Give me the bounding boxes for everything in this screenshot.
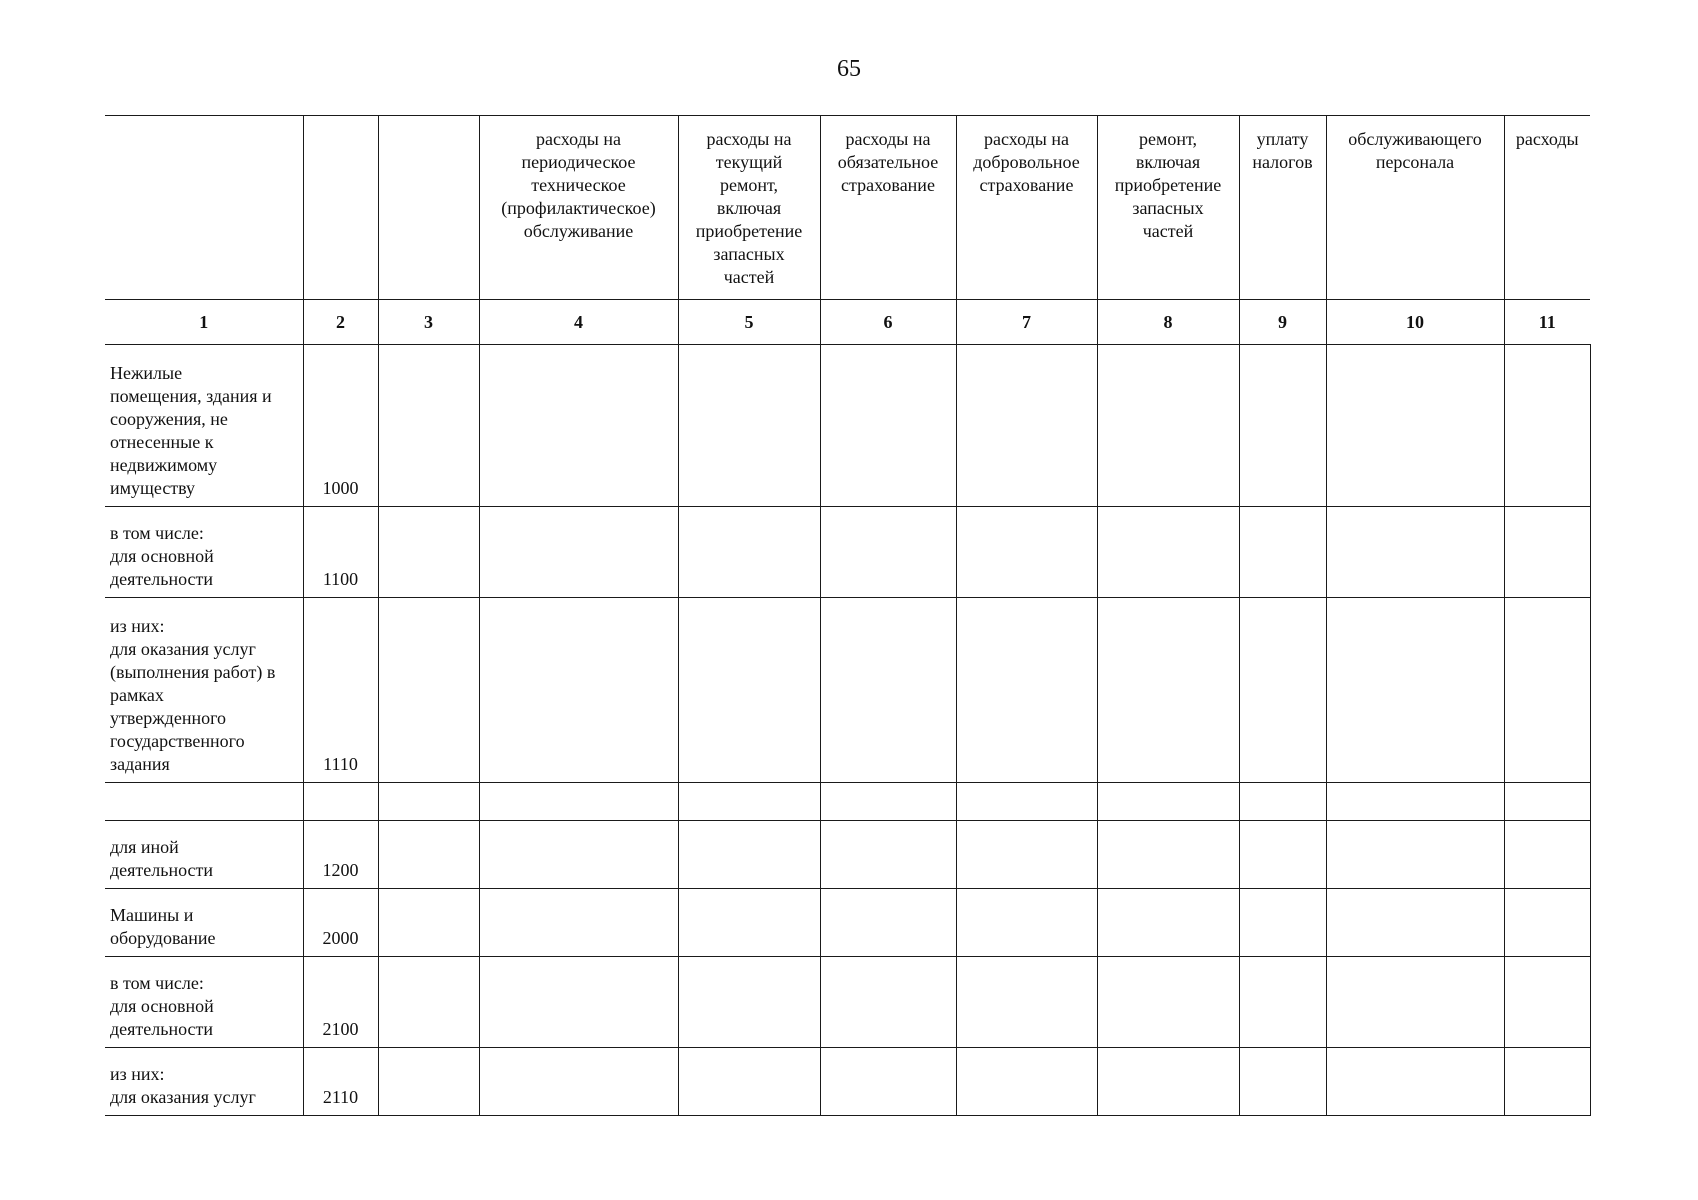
empty-cell [678, 507, 820, 598]
header-row [105, 116, 1590, 300]
empty-cell [1504, 821, 1590, 889]
header-cell: расходы на текущий ремонт, включая приобретение запасных частей [678, 116, 820, 300]
empty-cell [479, 821, 678, 889]
empty-cell [820, 598, 956, 783]
empty-cell [678, 783, 820, 821]
empty-cell [678, 821, 820, 889]
empty-cell [1326, 1048, 1504, 1116]
table-row [105, 821, 1590, 889]
empty-cell [1504, 957, 1590, 1048]
page-number: 65 [837, 56, 861, 82]
header-cell [105, 116, 303, 300]
empty-cell [1326, 957, 1504, 1048]
column-number: 4 [479, 300, 678, 345]
empty-cell [378, 598, 479, 783]
header-cell: ремонт, включая приобретение запасных частей [1097, 116, 1239, 300]
header-cell: расходы на периодическое техническое (профилактическое) обслуживание [479, 116, 678, 300]
empty-cell [1239, 821, 1326, 889]
empty-cell [1097, 889, 1239, 957]
empty-cell [1326, 783, 1504, 821]
column-number: 5 [678, 300, 820, 345]
empty-cell [820, 1048, 956, 1116]
table-row [105, 345, 1590, 507]
table-row [105, 598, 1590, 783]
empty-cell [1326, 345, 1504, 507]
row-label: в том числе: для основной деятельности [105, 507, 303, 598]
empty-cell [956, 598, 1097, 783]
header-cell: расходы на обязательное страхование [820, 116, 956, 300]
header-cell: расходы на добровольное страхование [956, 116, 1097, 300]
empty-cell [1504, 1048, 1590, 1116]
empty-cell [1326, 821, 1504, 889]
empty-cell [1097, 598, 1239, 783]
empty-cell [820, 783, 956, 821]
empty-cell [1097, 783, 1239, 821]
row-label [105, 783, 303, 821]
table-row [105, 783, 1590, 821]
empty-cell [479, 345, 678, 507]
column-number: 6 [820, 300, 956, 345]
empty-cell [479, 783, 678, 821]
empty-cell [1326, 507, 1504, 598]
empty-cell [378, 957, 479, 1048]
header-cell: уплату налогов [1239, 116, 1326, 300]
column-number: 9 [1239, 300, 1326, 345]
empty-cell [479, 1048, 678, 1116]
column-number: 2 [303, 300, 378, 345]
empty-cell [956, 507, 1097, 598]
empty-cell [1097, 345, 1239, 507]
empty-cell [820, 345, 956, 507]
column-number: 3 [378, 300, 479, 345]
row-code: 2110 [303, 1048, 378, 1116]
table-row [105, 957, 1590, 1048]
empty-cell [1504, 507, 1590, 598]
column-number: 11 [1504, 300, 1590, 345]
empty-cell [678, 889, 820, 957]
empty-cell [1239, 507, 1326, 598]
empty-cell [1504, 345, 1590, 507]
column-number-row [105, 300, 1590, 345]
empty-cell [479, 507, 678, 598]
header-cell [378, 116, 479, 300]
empty-cell [678, 345, 820, 507]
expense-table [105, 115, 1591, 1116]
column-number: 10 [1326, 300, 1504, 345]
row-label: в том числе: для основной деятельности [105, 957, 303, 1048]
row-code [303, 783, 378, 821]
empty-cell [956, 957, 1097, 1048]
row-label: из них: для оказания услуг (выполнения работ) в рамках утвержденного государственного задания [105, 598, 303, 783]
row-label: из них: для оказания услуг [105, 1048, 303, 1116]
empty-cell [479, 889, 678, 957]
table-row [105, 507, 1590, 598]
empty-cell [1239, 345, 1326, 507]
empty-cell [378, 1048, 479, 1116]
empty-cell [1097, 957, 1239, 1048]
empty-cell [378, 889, 479, 957]
row-code: 1000 [303, 345, 378, 507]
empty-cell [479, 957, 678, 1048]
table-row [105, 1048, 1590, 1116]
empty-cell [678, 957, 820, 1048]
empty-cell [378, 821, 479, 889]
empty-cell [956, 889, 1097, 957]
empty-cell [1504, 889, 1590, 957]
empty-cell [956, 821, 1097, 889]
empty-cell [1239, 957, 1326, 1048]
empty-cell [1504, 598, 1590, 783]
empty-cell [1097, 1048, 1239, 1116]
empty-cell [1239, 889, 1326, 957]
empty-cell [1097, 821, 1239, 889]
row-code: 2100 [303, 957, 378, 1048]
empty-cell [956, 783, 1097, 821]
row-code: 1110 [303, 598, 378, 783]
header-cell [303, 116, 378, 300]
empty-cell [678, 598, 820, 783]
column-number: 7 [956, 300, 1097, 345]
table-row [105, 889, 1590, 957]
empty-cell [378, 345, 479, 507]
row-label: для иной деятельности [105, 821, 303, 889]
empty-cell [1239, 598, 1326, 783]
row-code: 1200 [303, 821, 378, 889]
empty-cell [1239, 1048, 1326, 1116]
empty-cell [820, 821, 956, 889]
empty-cell [479, 598, 678, 783]
empty-cell [1326, 889, 1504, 957]
column-number: 8 [1097, 300, 1239, 345]
row-label: Машины и оборудование [105, 889, 303, 957]
empty-cell [956, 1048, 1097, 1116]
empty-cell [378, 507, 479, 598]
empty-cell [1097, 507, 1239, 598]
empty-cell [378, 783, 479, 821]
header-cell: расходы [1504, 116, 1590, 300]
row-label: Нежилые помещения, здания и сооружения, не отнесенные к недвижимому имуществу [105, 345, 303, 507]
empty-cell [820, 507, 956, 598]
empty-cell [678, 1048, 820, 1116]
empty-cell [1504, 783, 1590, 821]
empty-cell [1326, 598, 1504, 783]
empty-cell [820, 957, 956, 1048]
empty-cell [956, 345, 1097, 507]
empty-cell [820, 889, 956, 957]
row-code: 2000 [303, 889, 378, 957]
row-code: 1100 [303, 507, 378, 598]
empty-cell [1239, 783, 1326, 821]
column-number: 1 [105, 300, 303, 345]
header-cell: обслуживающего персонала [1326, 116, 1504, 300]
